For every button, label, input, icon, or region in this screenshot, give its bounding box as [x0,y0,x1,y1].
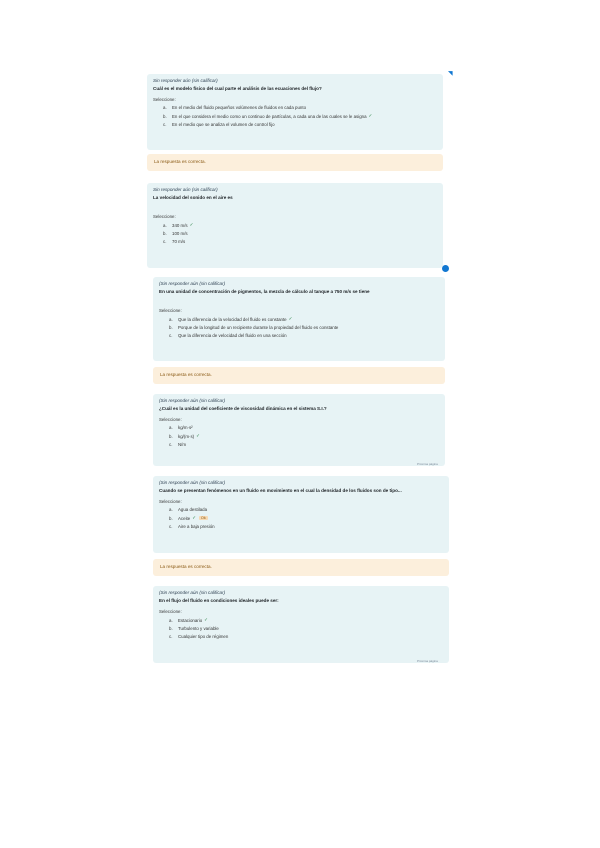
feedback-correct: La respuesta es correcta. [153,559,449,576]
question-card [153,476,449,553]
option-a[interactable]: a. Estacionario ✓ [169,617,208,623]
ok-tag: Ok [200,516,206,520]
option-a[interactable]: a. En el medio del fluido pequeños volúmenes de fluidos en cada punto [163,105,307,110]
check-icon: ✓ [204,617,208,622]
flag-icon[interactable]: ◥ [448,71,453,77]
question-status: Sin responder aún (sin calificar) [153,78,218,83]
option-c[interactable]: c. Aire a baja presión [169,524,215,529]
option-c[interactable]: c. N/m [169,442,187,447]
option-b[interactable]: b. kg/(m·s) ✓ [169,433,200,439]
select-label: Seleccione: [153,214,176,219]
question-text: Cuando se presentan fenómenos en un fluido en movimiento en el cual la densidad de los fluidos son de tipo... [159,488,402,493]
feedback-correct: La respuesta es correcta. [153,367,445,384]
question-card [147,183,443,268]
question-text: Cuál es el modelo físico del cual parte el análisis de las ecuaciones del flujo? [153,86,322,91]
question-card [153,586,449,663]
option-a[interactable]: a. kg/m·s² [169,425,193,430]
feedback-correct: La respuesta es correcta. [147,154,443,171]
question-status: (Sin responder aún (sin calificar) [159,398,226,403]
check-icon: ✓ [189,222,194,227]
option-b[interactable]: b. En el que considera el medio como un continuo de partículas, a cada una de las cuales se le asigna ✓ [163,113,373,119]
question-status: Sin responder aún (sin calificar) [153,187,218,192]
question-status: (Sin responder aún (sin calificar) [159,281,226,286]
option-b[interactable]: b. Porque de la longitud de un recipiente durante la propiedad del fluido es constante [169,325,339,330]
question-text: La velocidad del sonido en el aire es [153,195,233,200]
check-icon: ✓ [196,433,200,438]
next-page-link[interactable]: Próxima página [417,462,438,466]
question-text: ¿Cuál es la unidad del coeficiente de viscosidad dinámica en el sistema S.I.? [159,406,327,411]
next-page-link[interactable]: Próxima página [417,659,438,663]
option-a[interactable]: a. Que la diferencia de la velocidad del fluido es constante ✓ [169,316,293,322]
option-a[interactable]: a. 340 m/s ✓ [163,222,194,228]
option-b[interactable]: b. 100 m/s [163,231,188,236]
check-icon: ✓ [192,515,196,520]
option-b[interactable]: b. Turbulento y variable [169,626,219,631]
check-icon: ✓ [368,113,373,118]
option-c[interactable]: c. Cualquier tipo de régimen [169,634,229,639]
question-card [153,277,445,361]
select-label: Seleccione: [159,499,182,504]
select-label: Seleccione: [159,308,182,313]
option-a[interactable]: a. Agua destilada [169,507,208,512]
question-status: (Sin responder aún (sin calificar) [159,480,226,485]
select-label: Seleccione: [159,417,182,422]
question-card [153,394,445,466]
question-card [147,74,443,150]
select-label: Seleccione: [153,97,176,102]
question-text: En una unidad de concentración de pigmentos, la mezcla de cálculo al tanque a 750 m/s se tiene [159,289,370,294]
option-c[interactable]: c. En el medio que se analiza el volumen de control fijo [163,122,275,127]
nav-dot-icon[interactable] [442,265,449,272]
option-b[interactable]: b. Aceite ✓ Ok [169,515,206,521]
option-c[interactable]: c. 70 m/s [163,239,186,244]
option-c[interactable]: c. Que la diferencia de velocidad del fluido en una sección [169,333,287,338]
question-status: (Sin responder aún (sin calificar) [159,590,226,595]
check-icon: ✓ [288,316,293,321]
question-text: En el flujo del fluido en condiciones ideales puede ser: [159,598,279,603]
select-label: Seleccione: [159,609,182,614]
